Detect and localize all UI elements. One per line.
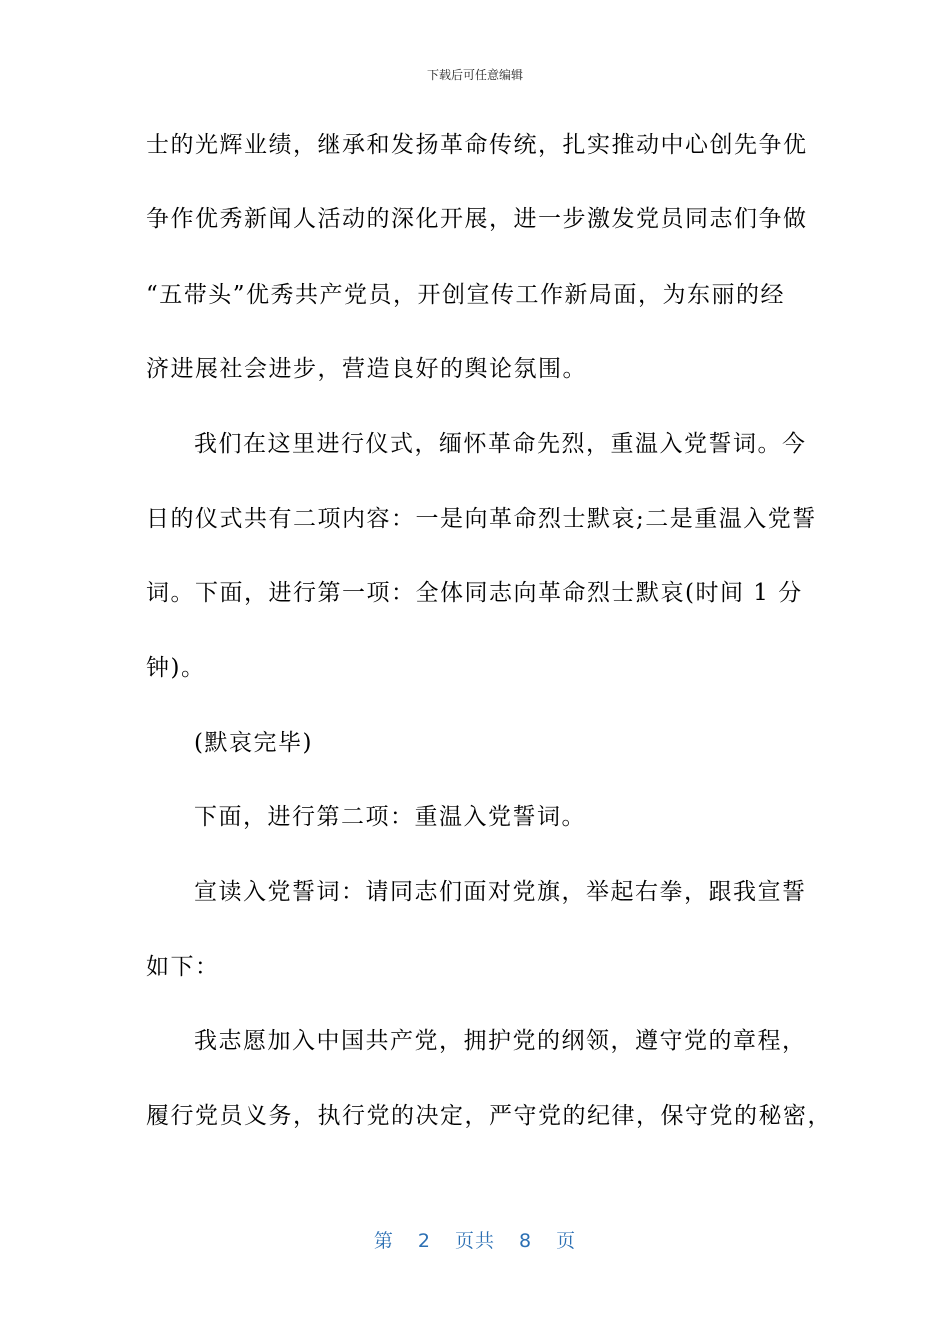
footer-total-pages: 8: [519, 1230, 533, 1252]
paragraph-line: 我们在这里进行仪式，缅怀革命先烈，重温入党誓词。今: [194, 431, 807, 457]
paragraph-line: 下面，进行第二项：重温入党誓词。: [194, 804, 586, 830]
footer-current-page: 2: [417, 1230, 431, 1252]
paragraph-line: 日的仪式共有二项内容：一是向革命烈士默哀;二是重温入党誓: [146, 506, 817, 532]
page-footer: [0, 1226, 950, 1253]
paragraph-line: 词。下面，进行第一项：全体同志向革命烈士默哀(时间 1 分: [146, 580, 803, 606]
footer-total-prefix: 页共: [454, 1230, 495, 1252]
paragraph-line: 士的光辉业绩，继承和发扬革命传统，扎实推动中心创先争优: [146, 132, 808, 158]
paragraph-line: 如下：: [146, 954, 220, 980]
paragraph-line: 钟)。: [146, 655, 206, 681]
header-note: 下载后可任意编辑: [426, 68, 523, 82]
paragraph-line: (默哀完毕): [194, 730, 313, 756]
paragraph-line: 济进展社会进步，营造良好的舆论氛围。: [146, 356, 587, 382]
paragraph-line: 争作优秀新闻人活动的深化开展，进一步激发党员同志们争做: [146, 206, 808, 232]
paragraph-line: “五带头”优秀共产党员，开创宣传工作新局面，为东丽的经: [146, 282, 786, 308]
footer-page-label: 第: [373, 1230, 394, 1252]
footer-total-suffix: 页: [556, 1230, 577, 1252]
paragraph-line: 宣读入党誓词：请同志们面对党旗，举起右拳，跟我宣誓: [194, 879, 807, 905]
paragraph-line: 履行党员义务，执行党的决定，严守党的纪律，保守党的秘密，: [146, 1103, 832, 1129]
paragraph-line: 我志愿加入中国共产党，拥护党的纲领，遵守党的章程，: [194, 1028, 807, 1054]
